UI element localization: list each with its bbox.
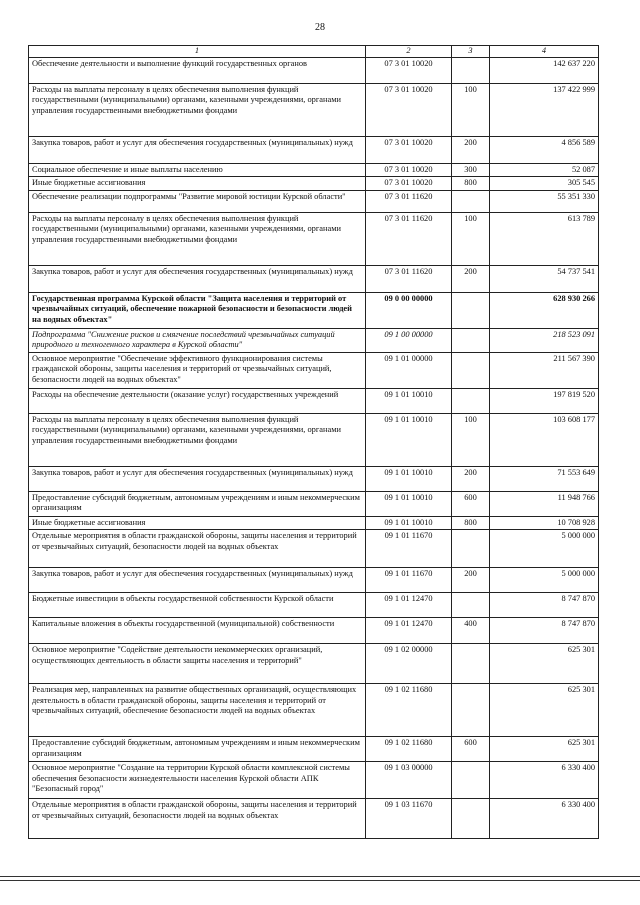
cell-amount: 628 930 266 — [490, 292, 599, 328]
cell-code: 09 1 02 00000 — [366, 644, 452, 684]
table-row — [29, 762, 599, 799]
table-header — [29, 46, 599, 58]
table-row — [29, 265, 599, 292]
cell-code: 09 1 01 10010 — [366, 388, 452, 413]
cell-amount: 625 301 — [490, 737, 599, 762]
table-row — [29, 491, 599, 516]
cell-amount: 103 608 177 — [490, 413, 599, 466]
cell-type: 200 — [452, 568, 490, 593]
cell-amount: 211 567 390 — [490, 352, 599, 388]
cell-name: Основное мероприятие "Создание на территории Курской области комплексной системы обеспечения безопасности жизнедеятельности населения Курской области АПК "Безопасный город" — [29, 762, 366, 799]
table-row — [29, 737, 599, 762]
cell-name: Расходы на выплаты персоналу в целях обеспечения выполнения функций государственными (муниципальными) органами, казенными учреждениями, органами управления государственными внебюджетными фондами — [29, 83, 366, 136]
cell-code: 09 1 02 11680 — [366, 737, 452, 762]
footer-rule — [0, 876, 640, 877]
table-row — [29, 516, 599, 530]
cell-name: Расходы на выплаты персоналу в целях обеспечения выполнения функций государственными (муниципальными) органами, казенными учреждениями, органами управления государственными внебюджетными фондами — [29, 413, 366, 466]
cell-name: Социальное обеспечение и иные выплаты населению — [29, 163, 366, 177]
cell-amount: 625 301 — [490, 684, 599, 737]
table-row — [29, 328, 599, 352]
cell-type — [452, 762, 490, 799]
cell-code: 07 3 01 10020 — [366, 177, 452, 191]
table-row — [29, 593, 599, 618]
cell-name: Государственная программа Курской области "Защита населения и территорий от чрезвычайных ситуаций, обеспечение пожарной безопасности и безопасности людей на водных объектах" — [29, 292, 366, 328]
cell-code: 09 1 02 11680 — [366, 684, 452, 737]
cell-type — [452, 593, 490, 618]
table-row — [29, 57, 599, 83]
cell-type: 200 — [452, 466, 490, 491]
cell-type — [452, 57, 490, 83]
table-row — [29, 530, 599, 568]
cell-code: 09 1 01 00000 — [366, 352, 452, 388]
cell-code: 09 1 01 11670 — [366, 530, 452, 568]
cell-code: 09 1 01 10010 — [366, 466, 452, 491]
header-col-1: 1 — [29, 46, 366, 58]
cell-amount: 6 330 400 — [490, 762, 599, 799]
cell-type: 100 — [452, 83, 490, 136]
cell-type: 300 — [452, 163, 490, 177]
cell-name: Закупка товаров, работ и услуг для обеспечения государственных (муниципальных) нужд — [29, 568, 366, 593]
cell-type: 800 — [452, 177, 490, 191]
cell-type — [452, 644, 490, 684]
cell-code: 09 1 03 00000 — [366, 762, 452, 799]
page-number: 28 — [315, 22, 325, 33]
cell-code: 07 3 01 11620 — [366, 212, 452, 265]
header-col-3: 3 — [452, 46, 490, 58]
cell-code: 09 1 01 10010 — [366, 491, 452, 516]
cell-amount: 55 351 330 — [490, 190, 599, 212]
cell-code: 07 3 01 10020 — [366, 57, 452, 83]
cell-type: 600 — [452, 491, 490, 516]
table-row — [29, 212, 599, 265]
cell-type — [452, 799, 490, 839]
cell-name: Обеспечение реализации подпрограммы "Развитие мировой юстиции Курской области" — [29, 190, 366, 212]
cell-name: Капитальные вложения в объекты государственной (муниципальной) собственности — [29, 618, 366, 644]
table-row — [29, 684, 599, 737]
cell-type — [452, 292, 490, 328]
table-row — [29, 466, 599, 491]
cell-code: 09 1 00 00000 — [366, 328, 452, 352]
cell-name: Реализация мер, направленных на развитие общественных организаций, осуществляющих деятельность в области гражданской обороны, защиты населения и территорий от чрезвычайных ситуаций, обеспечение безопасности людей на водных объектах — [29, 684, 366, 737]
cell-type — [452, 352, 490, 388]
cell-type — [452, 684, 490, 737]
cell-name: Иные бюджетные ассигнования — [29, 516, 366, 530]
cell-type — [452, 388, 490, 413]
cell-amount: 197 819 520 — [490, 388, 599, 413]
cell-type: 800 — [452, 516, 490, 530]
cell-amount: 11 948 766 — [490, 491, 599, 516]
cell-name: Отдельные мероприятия в области гражданской обороны, защиты населения и территорий от чрезвычайных ситуаций, безопасности людей на водных объектах — [29, 530, 366, 568]
cell-type — [452, 328, 490, 352]
cell-code: 09 1 01 10010 — [366, 516, 452, 530]
cell-code: 07 3 01 10020 — [366, 163, 452, 177]
cell-amount: 52 087 — [490, 163, 599, 177]
cell-type — [452, 190, 490, 212]
cell-name: Расходы на выплаты персоналу в целях обеспечения выполнения функций государственными (муниципальными) органами, казенными учреждениями, органами управления государственными внебюджетными фондами — [29, 212, 366, 265]
cell-amount: 5 000 000 — [490, 568, 599, 593]
cell-name: Закупка товаров, работ и услуг для обеспечения государственных (муниципальных) нужд — [29, 466, 366, 491]
table-row — [29, 352, 599, 388]
table-row — [29, 292, 599, 328]
cell-name: Иные бюджетные ассигнования — [29, 177, 366, 191]
cell-amount: 10 708 928 — [490, 516, 599, 530]
cell-type: 100 — [452, 413, 490, 466]
cell-name: Расходы на обеспечение деятельности (оказание услуг) государственных учреждений — [29, 388, 366, 413]
cell-type: 200 — [452, 136, 490, 163]
cell-name: Закупка товаров, работ и услуг для обеспечения государственных (муниципальных) нужд — [29, 265, 366, 292]
cell-name: Основное мероприятие "Обеспечение эффективного функционирования системы гражданской обороны, защиты населения и территорий от чрезвычайных ситуаций, безопасности людей на водных объектах" — [29, 352, 366, 388]
table-row — [29, 413, 599, 466]
table-row — [29, 799, 599, 839]
table-row — [29, 136, 599, 163]
cell-code: 09 1 01 12470 — [366, 618, 452, 644]
cell-type: 400 — [452, 618, 490, 644]
cell-amount: 5 000 000 — [490, 530, 599, 568]
header-col-4: 4 — [490, 46, 599, 58]
cell-name: Обеспечение деятельности и выполнение функций государственных органов — [29, 57, 366, 83]
header-col-2: 2 — [366, 46, 452, 58]
cell-name: Отдельные мероприятия в области гражданской обороны, защиты населения и территорий от чрезвычайных ситуаций, безопасности людей на водных объектах — [29, 799, 366, 839]
cell-name: Подпрограмма "Снижение рисков и смягчение последствий чрезвычайных ситуаций природного и техногенного характера в Курской области" — [29, 328, 366, 352]
cell-name: Предоставление субсидий бюджетным, автономным учреждениям и иным некоммерческим организациям — [29, 737, 366, 762]
cell-code: 07 3 01 11620 — [366, 190, 452, 212]
budget-table — [28, 45, 599, 839]
cell-amount: 137 422 999 — [490, 83, 599, 136]
cell-code: 09 1 03 11670 — [366, 799, 452, 839]
cell-code: 09 0 00 00000 — [366, 292, 452, 328]
cell-amount: 625 301 — [490, 644, 599, 684]
cell-amount: 6 330 400 — [490, 799, 599, 839]
table-row — [29, 568, 599, 593]
cell-amount: 142 637 220 — [490, 57, 599, 83]
cell-name: Предоставление субсидий бюджетным, автономным учреждениям и иным некоммерческим организациям — [29, 491, 366, 516]
cell-code: 07 3 01 10020 — [366, 83, 452, 136]
cell-amount: 4 856 589 — [490, 136, 599, 163]
table-body — [29, 57, 599, 839]
cell-name: Закупка товаров, работ и услуг для обеспечения государственных (муниципальных) нужд — [29, 136, 366, 163]
cell-amount: 218 523 091 — [490, 328, 599, 352]
cell-type: 200 — [452, 265, 490, 292]
cell-amount: 8 747 870 — [490, 593, 599, 618]
cell-code: 07 3 01 10020 — [366, 136, 452, 163]
cell-amount: 613 789 — [490, 212, 599, 265]
table-row — [29, 177, 599, 191]
cell-code: 09 1 01 10010 — [366, 413, 452, 466]
cell-code: 07 3 01 11620 — [366, 265, 452, 292]
cell-type — [452, 530, 490, 568]
cell-name: Основное мероприятие "Содействие деятельности некоммерческих организаций, осуществляющих деятельность в области защиты населения и территорий" — [29, 644, 366, 684]
table-row — [29, 190, 599, 212]
cell-code: 09 1 01 12470 — [366, 593, 452, 618]
footer-rule — [0, 880, 640, 881]
cell-type: 600 — [452, 737, 490, 762]
table-row — [29, 83, 599, 136]
cell-amount: 71 553 649 — [490, 466, 599, 491]
table-row — [29, 163, 599, 177]
table-row — [29, 618, 599, 644]
cell-name: Бюджетные инвестиции в объекты государственной собственности Курской области — [29, 593, 366, 618]
cell-amount: 8 747 870 — [490, 618, 599, 644]
cell-amount: 54 737 541 — [490, 265, 599, 292]
cell-amount: 305 545 — [490, 177, 599, 191]
cell-code: 09 1 01 11670 — [366, 568, 452, 593]
cell-type: 100 — [452, 212, 490, 265]
table-row — [29, 388, 599, 413]
table-row — [29, 644, 599, 684]
table-header-row — [29, 46, 599, 58]
